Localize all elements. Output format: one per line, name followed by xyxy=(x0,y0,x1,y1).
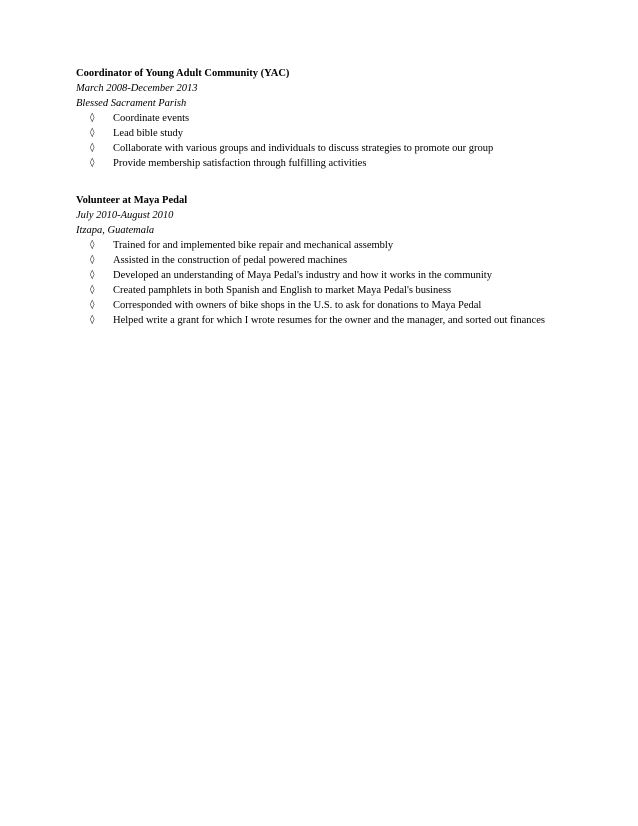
duty-text: Assisted in the construction of pedal powered machines xyxy=(113,255,348,266)
list-item xyxy=(76,298,596,313)
diamond-bullet-icon: ◊ xyxy=(90,240,95,250)
list-item xyxy=(76,141,596,156)
duty-text: Lead bible study xyxy=(113,128,183,139)
duties-list xyxy=(76,111,596,171)
job-title: Coordinator of Young Adult Community (YAC) xyxy=(76,68,290,79)
duties-list xyxy=(76,238,596,328)
job-location: Itzapa, Guatemala xyxy=(76,225,155,236)
diamond-bullet-icon: ◊ xyxy=(90,158,95,168)
experience-section-yac xyxy=(76,66,596,171)
duty-text: Developed an understanding of Maya Pedal's industry and how it works in the community xyxy=(113,270,492,281)
list-item xyxy=(76,253,596,268)
list-item xyxy=(76,111,596,126)
diamond-bullet-icon: ◊ xyxy=(90,143,95,153)
experience-section-maya-pedal xyxy=(76,193,596,328)
list-item xyxy=(76,283,596,298)
duty-text: Helped write a grant for which I wrote resumes for the owner and the manager, and sorted out finances xyxy=(113,315,545,326)
diamond-bullet-icon: ◊ xyxy=(90,113,95,123)
diamond-bullet-icon: ◊ xyxy=(90,300,95,310)
duty-text: Trained for and implemented bike repair and mechanical assembly xyxy=(113,240,394,251)
list-item xyxy=(76,268,596,283)
list-item xyxy=(76,126,596,141)
diamond-bullet-icon: ◊ xyxy=(90,285,95,295)
duty-text: Provide membership satisfaction through fulfilling activities xyxy=(113,158,367,169)
job-dates: March 2008-December 2013 xyxy=(76,83,198,94)
diamond-bullet-icon: ◊ xyxy=(90,270,95,280)
diamond-bullet-icon: ◊ xyxy=(90,255,95,265)
duty-text: Collaborate with various groups and individuals to discuss strategies to promote our group xyxy=(113,143,494,154)
list-item xyxy=(76,313,596,328)
job-dates: July 2010-August 2010 xyxy=(76,210,174,221)
duty-text: Corresponded with owners of bike shops in the U.S. to ask for donations to Maya Pedal xyxy=(113,300,482,311)
job-location: Blessed Sacrament Parish xyxy=(76,98,187,109)
job-title: Volunteer at Maya Pedal xyxy=(76,195,188,206)
list-item xyxy=(76,156,596,171)
diamond-bullet-icon: ◊ xyxy=(90,128,95,138)
duty-text: Coordinate events xyxy=(113,113,190,124)
diamond-bullet-icon: ◊ xyxy=(90,315,95,325)
duty-text: Created pamphlets in both Spanish and English to market Maya Pedal's business xyxy=(113,285,452,296)
list-item xyxy=(76,238,596,253)
